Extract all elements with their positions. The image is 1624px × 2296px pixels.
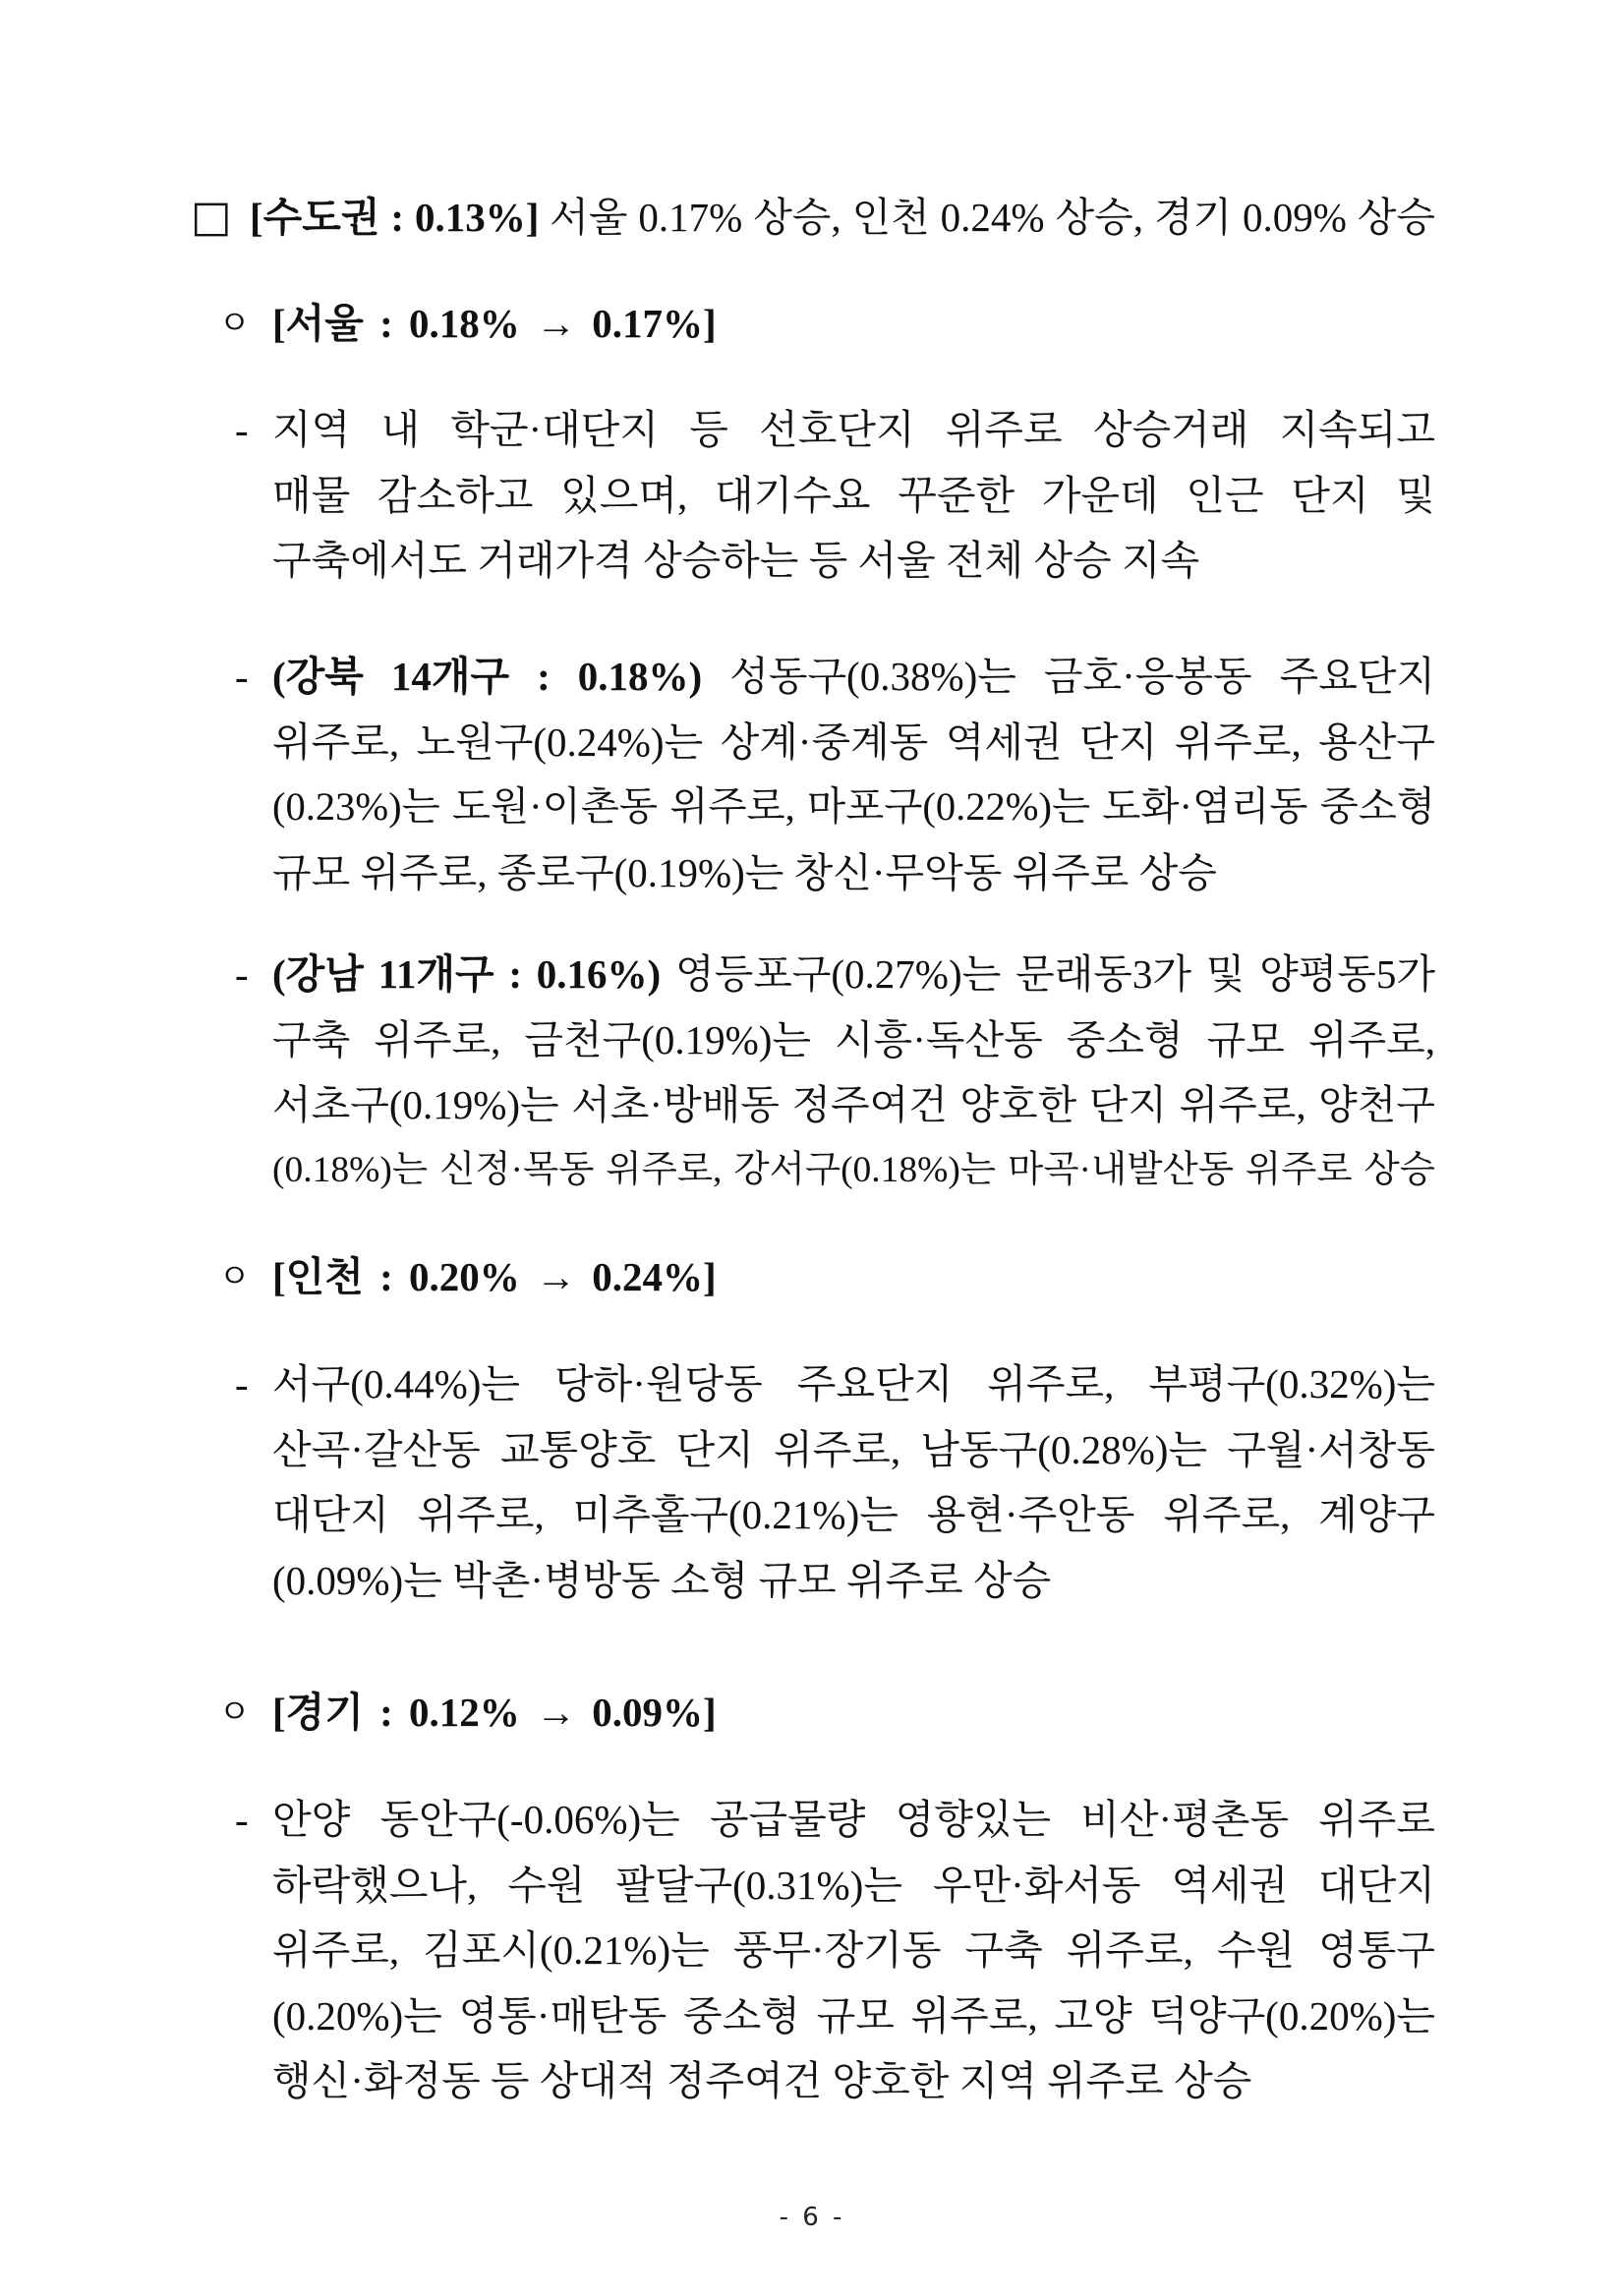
bullet-marker: ㅇ [218,1694,251,1731]
paragraph-line: 서구(0.44%)는 당하·원당동 주요단지 위주로, 부평구(0.32%)는 [272,1361,1435,1406]
paragraph-line: 매물 감소하고 있으며, 대기수요 꾸준한 가운데 인근 단지 및 [272,472,1435,518]
paragraph-line: 구축에서도 거래가격 상승하는 등 서울 전체 상승 지속 [272,538,1200,583]
paragraph-line [272,644,1435,710]
paragraph-line-text: 성동구(0.38%)는 금호·응봉동 주요단지 [729,654,1435,699]
dash-marker: - [235,654,249,699]
region-heading-seoul [218,291,1435,357]
paragraph [235,1787,1435,2114]
district-group-label: (강남 11개구 : 0.16%) [272,951,662,997]
page-number: - 6 - [779,2203,845,2232]
dash-marker: - [235,407,249,452]
dash-marker: - [235,951,249,997]
district-group-label: (강북 14개구 : 0.18%) [272,654,703,699]
dash-marker: - [235,1797,249,1842]
summary-line [191,185,1435,251]
paragraph [235,1351,1435,1613]
paragraph-line: (0.18%)는 신정·목동 위주로, 강서구(0.18%)는 마곡·내발산동 위주로 상승 [272,1149,1435,1190]
paragraph-line: (0.09%)는 박촌·병방동 소형 규모 위주로 상승 [272,1557,1052,1603]
paragraph [235,644,1435,905]
region-heading-text: [서울 : 0.18% → 0.17%] [272,301,717,346]
summary-heading: [수도권 : 0.13%] [250,195,540,240]
region-heading-text: [경기 : 0.12% → 0.09%] [272,1690,717,1735]
paragraph-line: 위주로, 노원구(0.24%)는 상계·중계동 역세권 단지 위주로, 용산구 [272,718,1435,765]
paragraph-line: 대단지 위주로, 미추홀구(0.21%)는 용현·주안동 위주로, 계양구 [272,1492,1435,1537]
paragraph-line: (0.20%)는 영통·매탄동 중소형 규모 위주로, 고양 덕양구(0.20%)는 [272,1992,1435,2038]
paragraph-line: 서초구(0.19%)는 서초·방배동 정주여건 양호한 단지 위주로, 양천구 [272,1082,1435,1127]
region-heading-incheon [218,1244,1435,1310]
paragraph-line: 산곡·갈산동 교통양호 단지 위주로, 남동구(0.28%)는 구월·서창동 [272,1426,1435,1472]
paragraph-line: 구축 위주로, 금천구(0.19%)는 시흥·독산동 중소형 규모 위주로, [272,1016,1435,1062]
summary-text: 서울 0.17% 상승, 인천 0.24% 상승, 경기 0.09% 상승 [550,195,1435,240]
bullet-marker: ㅇ [218,1259,251,1295]
region-heading-text: [인천 : 0.20% → 0.24%] [272,1254,717,1299]
paragraph-line: 하락했으나, 수원 팔달구(0.31%)는 우만·화서동 역세권 대단지 [272,1862,1435,1908]
paragraph-line: 지역 내 학군·대단지 등 선호단지 위주로 상승거래 지속되고 [272,407,1435,452]
paragraph [235,942,1435,1203]
paragraph-line: 규모 위주로, 종로구(0.19%)는 창신·무악동 위주로 상승 [272,849,1217,895]
square-bullet-icon: □ [191,192,232,242]
paragraph-line-text: 영등포구(0.27%)는 문래동3가 및 양평동5가 [674,951,1435,997]
paragraph-line: 안양 동안구(-0.06%)는 공급물량 영향있는 비산·평촌동 위주로 [272,1797,1435,1842]
summary-text-line [250,185,1435,251]
bullet-marker: ㅇ [218,306,251,342]
region-heading-gyeonggi [218,1680,1435,1746]
paragraph-line: 행신·화정동 등 상대적 정주여건 양호한 지역 위주로 상승 [272,2058,1252,2103]
paragraph-line: 위주로, 김포시(0.21%)는 풍무·장기동 구축 위주로, 수원 영통구 [272,1927,1435,1973]
paragraph-line [272,942,1435,1007]
dash-marker: - [235,1361,249,1406]
paragraph [235,397,1435,594]
paragraph-line: (0.23%)는 도원·이촌동 위주로, 마포구(0.22%)는 도화·염리동 중소형 [272,784,1435,829]
